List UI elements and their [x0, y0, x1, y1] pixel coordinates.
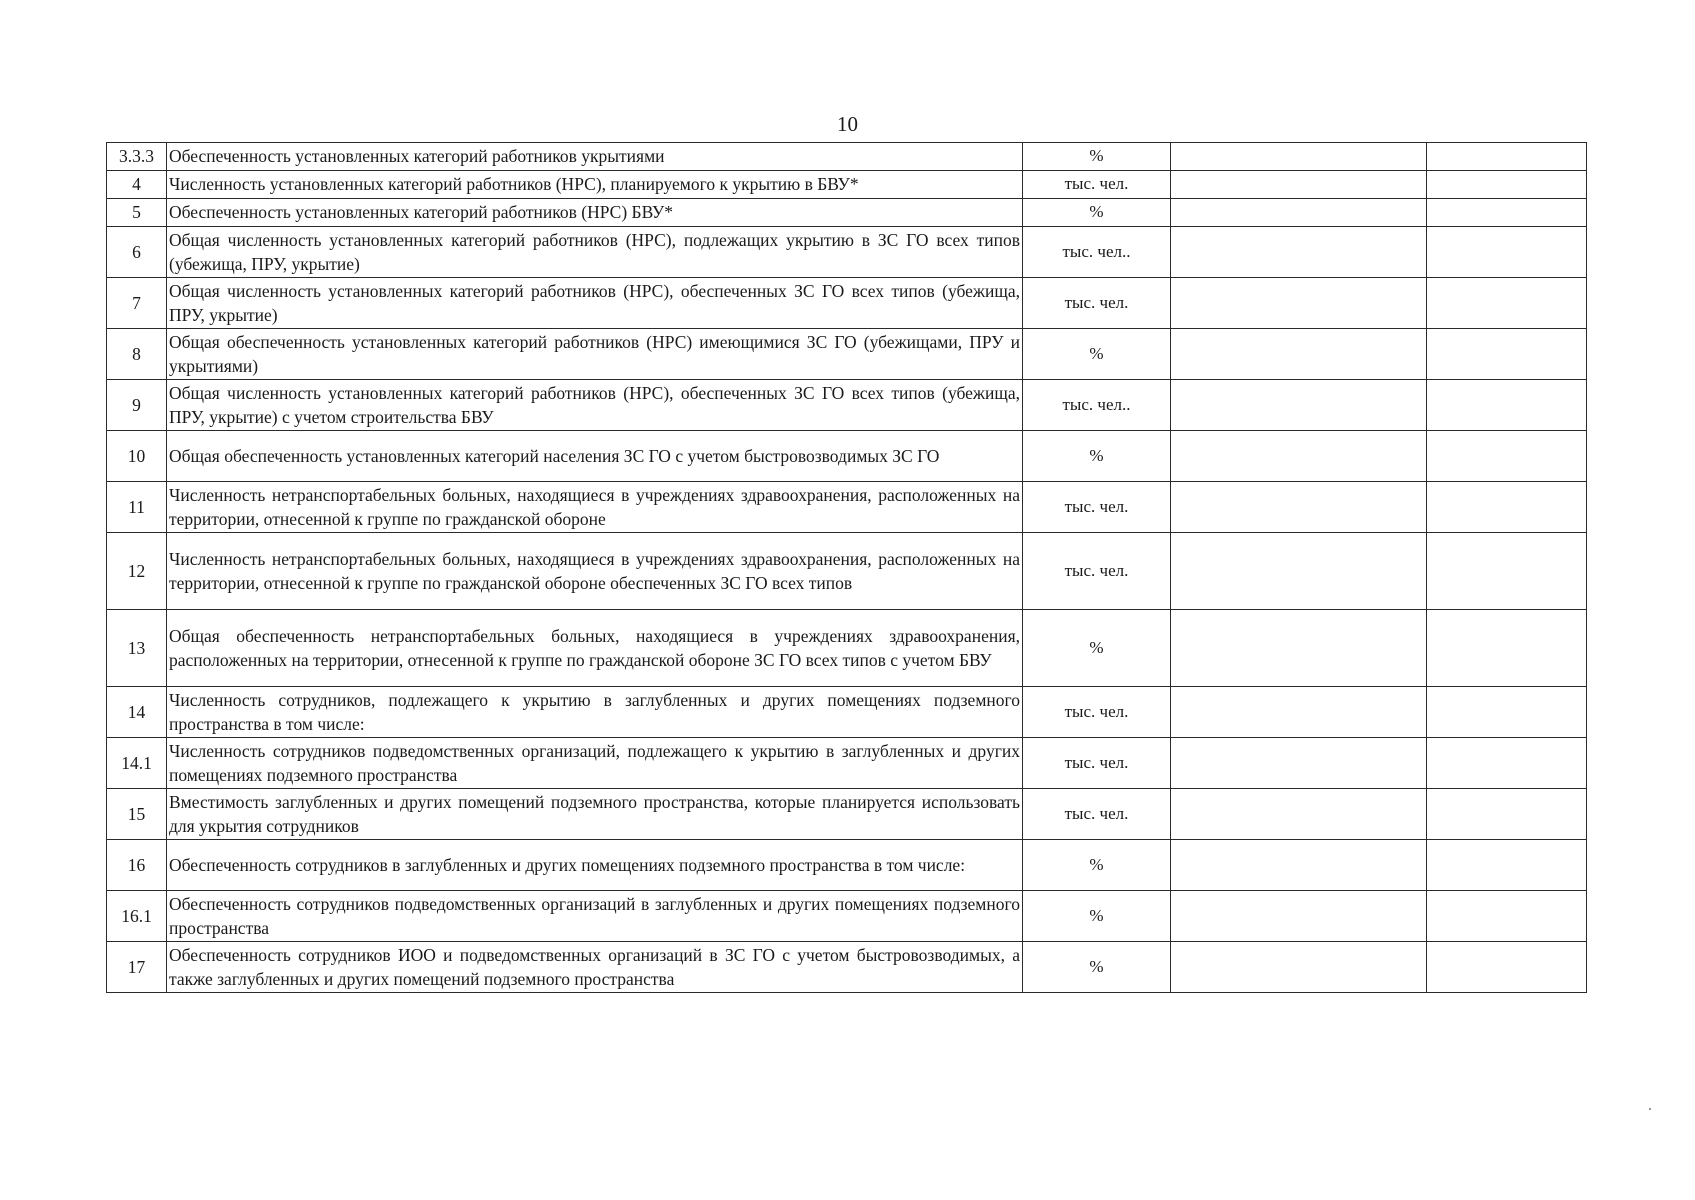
indicator-description-cell: Общая численность установленных категорий работников (НРС), обеспеченных ЗС ГО всех типов (убежища, ПРУ, укрытие) с учетом строительства БВУ	[167, 380, 1023, 431]
unit-cell: тыс. чел.	[1023, 533, 1171, 610]
value-cell-empty	[1171, 380, 1427, 431]
value-cell-empty	[1427, 610, 1587, 687]
indicator-description-cell: Общая численность установленных категорий работников (НРС), обеспеченных ЗС ГО всех типов (убежища, ПРУ, укрытие)	[167, 278, 1023, 329]
value-cell-empty	[1171, 738, 1427, 789]
table-row	[107, 227, 1587, 278]
value-cell-empty	[1427, 227, 1587, 278]
value-cell-empty	[1171, 942, 1427, 993]
row-number-cell: 6	[107, 227, 167, 278]
page-number: 10	[837, 112, 858, 136]
value-cell-empty	[1171, 482, 1427, 533]
table-row	[107, 199, 1587, 227]
unit-cell: тыс. чел.	[1023, 482, 1171, 533]
value-cell-empty	[1427, 329, 1587, 380]
scan-speck	[1649, 1108, 1651, 1110]
value-cell-empty	[1427, 687, 1587, 738]
indicator-description-cell: Обеспеченность сотрудников в заглубленных и других помещениях подземного пространства в том числе:	[167, 840, 1023, 891]
unit-cell: тыс. чел.	[1023, 789, 1171, 840]
value-cell-empty	[1171, 610, 1427, 687]
indicator-description-cell: Общая обеспеченность установленных категорий населения ЗС ГО с учетом быстровозводимых ЗС ГО	[167, 431, 1023, 482]
table-row	[107, 687, 1587, 738]
value-cell-empty	[1427, 840, 1587, 891]
value-cell-empty	[1427, 431, 1587, 482]
value-cell-empty	[1171, 227, 1427, 278]
unit-cell: тыс. чел.	[1023, 171, 1171, 199]
value-cell-empty	[1427, 171, 1587, 199]
indicator-description-cell: Численность сотрудников, подлежащего к укрытию в заглубленных и других помещениях подземного пространства в том числе:	[167, 687, 1023, 738]
table-row	[107, 840, 1587, 891]
value-cell-empty	[1171, 199, 1427, 227]
indicator-description-cell: Вместимость заглубленных и других помещений подземного пространства, которые планируется использовать для укрытия сотрудников	[167, 789, 1023, 840]
row-number-cell: 13	[107, 610, 167, 687]
value-cell-empty	[1427, 738, 1587, 789]
table-row	[107, 431, 1587, 482]
row-number-cell: 9	[107, 380, 167, 431]
unit-cell: %	[1023, 891, 1171, 942]
unit-cell: %	[1023, 610, 1171, 687]
unit-cell: %	[1023, 840, 1171, 891]
row-number-cell: 14	[107, 687, 167, 738]
indicator-description-cell: Общая численность установленных категорий работников (НРС), подлежащих укрытию в ЗС ГО всех типов (убежища, ПРУ, укрытие)	[167, 227, 1023, 278]
indicators-table-body	[107, 143, 1587, 993]
unit-cell: %	[1023, 329, 1171, 380]
value-cell-empty	[1427, 942, 1587, 993]
row-number-cell: 16	[107, 840, 167, 891]
indicator-description-cell: Обеспеченность сотрудников подведомственных организаций в заглубленных и других помещениях подземного пространства	[167, 891, 1023, 942]
table-row	[107, 533, 1587, 610]
table-row	[107, 171, 1587, 199]
value-cell-empty	[1427, 143, 1587, 171]
row-number-cell: 10	[107, 431, 167, 482]
value-cell-empty	[1171, 329, 1427, 380]
table-row	[107, 738, 1587, 789]
value-cell-empty	[1171, 840, 1427, 891]
unit-cell: %	[1023, 199, 1171, 227]
indicator-description-cell: Общая обеспеченность нетранспортабельных больных, находящиеся в учреждениях здравоохранения, расположенных на территории, отнесенной к группе по гражданской обороне ЗС ГО всех типов с учетом БВУ	[167, 610, 1023, 687]
value-cell-empty	[1171, 431, 1427, 482]
value-cell-empty	[1171, 891, 1427, 942]
value-cell-empty	[1427, 789, 1587, 840]
unit-cell: тыс. чел.	[1023, 278, 1171, 329]
indicators-table	[106, 142, 1587, 993]
indicator-description-cell: Численность нетранспортабельных больных, находящиеся в учреждениях здравоохранения, расположенных на территории, отнесенной к группе по гражданской обороне	[167, 482, 1023, 533]
indicator-description-cell: Общая обеспеченность установленных категорий работников (НРС) имеющимися ЗС ГО (убежищами, ПРУ и укрытиями)	[167, 329, 1023, 380]
row-number-cell: 14.1	[107, 738, 167, 789]
table-row	[107, 329, 1587, 380]
table-row	[107, 143, 1587, 171]
value-cell-empty	[1427, 199, 1587, 227]
row-number-cell: 8	[107, 329, 167, 380]
table-row	[107, 891, 1587, 942]
table-row	[107, 789, 1587, 840]
table-row	[107, 482, 1587, 533]
unit-cell: %	[1023, 143, 1171, 171]
unit-cell: %	[1023, 431, 1171, 482]
indicator-description-cell: Обеспеченность установленных категорий работников (НРС) БВУ*	[167, 199, 1023, 227]
indicator-description-cell: Обеспеченность установленных категорий работников укрытиями	[167, 143, 1023, 171]
value-cell-empty	[1171, 278, 1427, 329]
row-number-cell: 4	[107, 171, 167, 199]
indicator-description-cell: Численность нетранспортабельных больных, находящиеся в учреждениях здравоохранения, расположенных на территории, отнесенной к группе по гражданской обороне обеспеченных ЗС ГО всех типов	[167, 533, 1023, 610]
row-number-cell: 12	[107, 533, 167, 610]
row-number-cell: 17	[107, 942, 167, 993]
indicator-description-cell: Численность установленных категорий работников (НРС), планируемого к укрытию в БВУ*	[167, 171, 1023, 199]
value-cell-empty	[1171, 533, 1427, 610]
value-cell-empty	[1427, 533, 1587, 610]
table-row	[107, 380, 1587, 431]
unit-cell: тыс. чел.	[1023, 738, 1171, 789]
unit-cell: тыс. чел.	[1023, 687, 1171, 738]
table-row	[107, 278, 1587, 329]
value-cell-empty	[1171, 789, 1427, 840]
value-cell-empty	[1427, 380, 1587, 431]
indicator-description-cell: Численность сотрудников подведомственных организаций, подлежащего к укрытию в заглубленных и других помещениях подземного пространства	[167, 738, 1023, 789]
unit-cell: тыс. чел..	[1023, 227, 1171, 278]
row-number-cell: 5	[107, 199, 167, 227]
value-cell-empty	[1427, 891, 1587, 942]
table-row	[107, 610, 1587, 687]
row-number-cell: 7	[107, 278, 167, 329]
table-row	[107, 942, 1587, 993]
row-number-cell: 11	[107, 482, 167, 533]
indicator-description-cell: Обеспеченность сотрудников ИОО и подведомственных организаций в ЗС ГО с учетом быстровозводимых, а также заглубленных и других помещений подземного пространства	[167, 942, 1023, 993]
value-cell-empty	[1171, 171, 1427, 199]
value-cell-empty	[1427, 278, 1587, 329]
row-number-cell: 16.1	[107, 891, 167, 942]
value-cell-empty	[1171, 143, 1427, 171]
value-cell-empty	[1171, 687, 1427, 738]
value-cell-empty	[1427, 482, 1587, 533]
unit-cell: %	[1023, 942, 1171, 993]
unit-cell: тыс. чел..	[1023, 380, 1171, 431]
row-number-cell: 15	[107, 789, 167, 840]
row-number-cell: 3.3.3	[107, 143, 167, 171]
